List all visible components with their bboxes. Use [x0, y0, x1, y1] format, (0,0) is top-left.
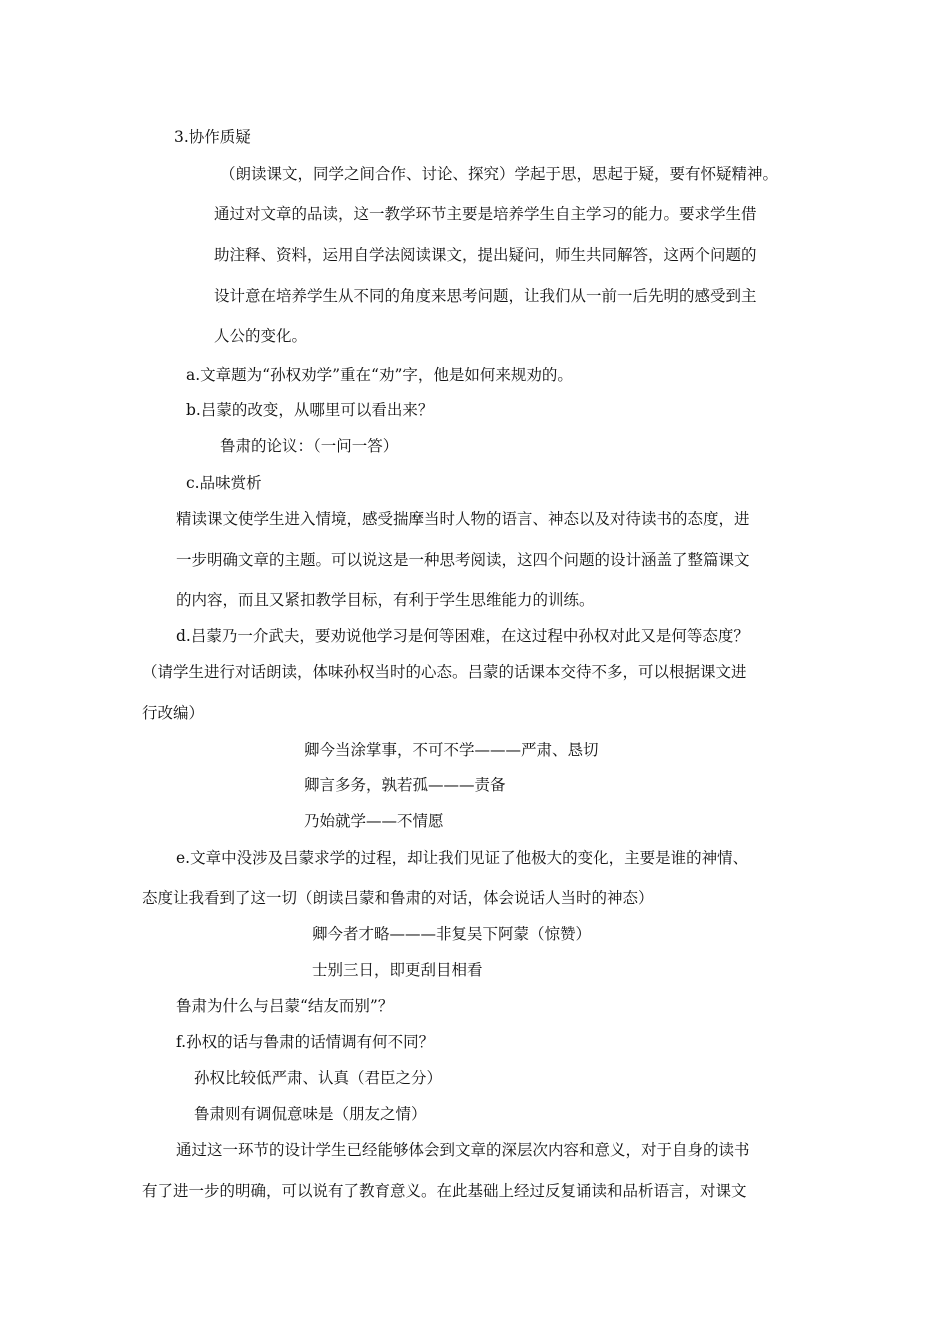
answer-line: 鲁肃的论议：（一问一答）	[220, 437, 399, 455]
paragraph-line: （请学生进行对话朗读，体味孙权当时的心态。吕蒙的话课本交待不多，可以根据课文进	[142, 663, 747, 681]
question-e: e.文章中没涉及吕蒙求学的过程，却让我们见证了他极大的变化，主要是谁的神情、	[176, 849, 749, 867]
question-a: a.文章题为“孙权劝学”重在“劝”字，他是如何来规劝的。	[186, 366, 573, 384]
question-c: c.品味赏析	[186, 474, 262, 492]
paragraph-line: （朗读课文，同学之间合作、讨论、探究）学起于思，思起于疑，要有怀疑精神。	[220, 165, 779, 183]
answer-line: 鲁肃则有调侃意味是（朋友之情）	[194, 1105, 427, 1123]
paragraph-line: 通过对文章的品读，这一教学环节主要是培养学生自主学习的能力。要求学生借	[214, 205, 757, 223]
question-d: d.吕蒙乃一介武夫，要劝说他学习是何等困难，在这过程中孙权对此又是何等态度？	[176, 627, 749, 645]
paragraph-line: 一步明确文章的主题。可以说这是一种思考阅读，这四个问题的设计涵盖了整篇课文	[176, 551, 750, 569]
section-heading: 3.协作质疑	[174, 128, 251, 146]
paragraph-line: 的内容，而且又紧扣教学目标，有利于学生思维能力的训练。	[176, 591, 595, 609]
paragraph-line: 人公的变化。	[214, 327, 308, 345]
paragraph-line: 态度让我看到了这一切（朗读吕蒙和鲁肃的对话，体会说话人当时的神态）	[142, 889, 654, 907]
paragraph-line: 有了进一步的明确，可以说有了教育意义。在此基础上经过反复诵读和品析语言，对课文	[142, 1182, 747, 1200]
paragraph-line: 行改编）	[142, 704, 205, 722]
paragraph-line: 助注释、资料，运用自学法阅读课文，提出疑问，师生共同解答，这两个问题的	[214, 246, 757, 264]
quote-line: 卿言多务，孰若孤———责备	[304, 776, 506, 794]
paragraph-line: 精读课文使学生进入情境，感受揣摩当时人物的语言、神态以及对待读书的态度，进	[176, 510, 750, 528]
quote-line: 卿今当涂掌事，不可不学———严肃、恳切	[304, 741, 599, 759]
quote-line: 卿今者才略———非复吴下阿蒙（惊赞）	[312, 925, 592, 943]
answer-line: 孙权比较低严肃、认真（君臣之分）	[194, 1069, 443, 1087]
quote-line: 士别三日，即更刮目相看	[312, 961, 483, 979]
paragraph-line: 设计意在培养学生从不同的角度来思考问题，让我们从一前一后先明的感受到主	[214, 287, 757, 305]
question-f: f.孙权的话与鲁肃的话情调有何不同？	[176, 1033, 435, 1051]
paragraph-line: 通过这一环节的设计学生已经能够体会到文章的深层次内容和意义，对于自身的读书	[176, 1141, 750, 1159]
question-b: b.吕蒙的改变，从哪里可以看出来？	[186, 401, 434, 419]
quote-line: 乃始就学——不情愿	[304, 812, 444, 830]
paragraph-line: 鲁肃为什么与吕蒙“结友而别”？	[176, 997, 394, 1015]
